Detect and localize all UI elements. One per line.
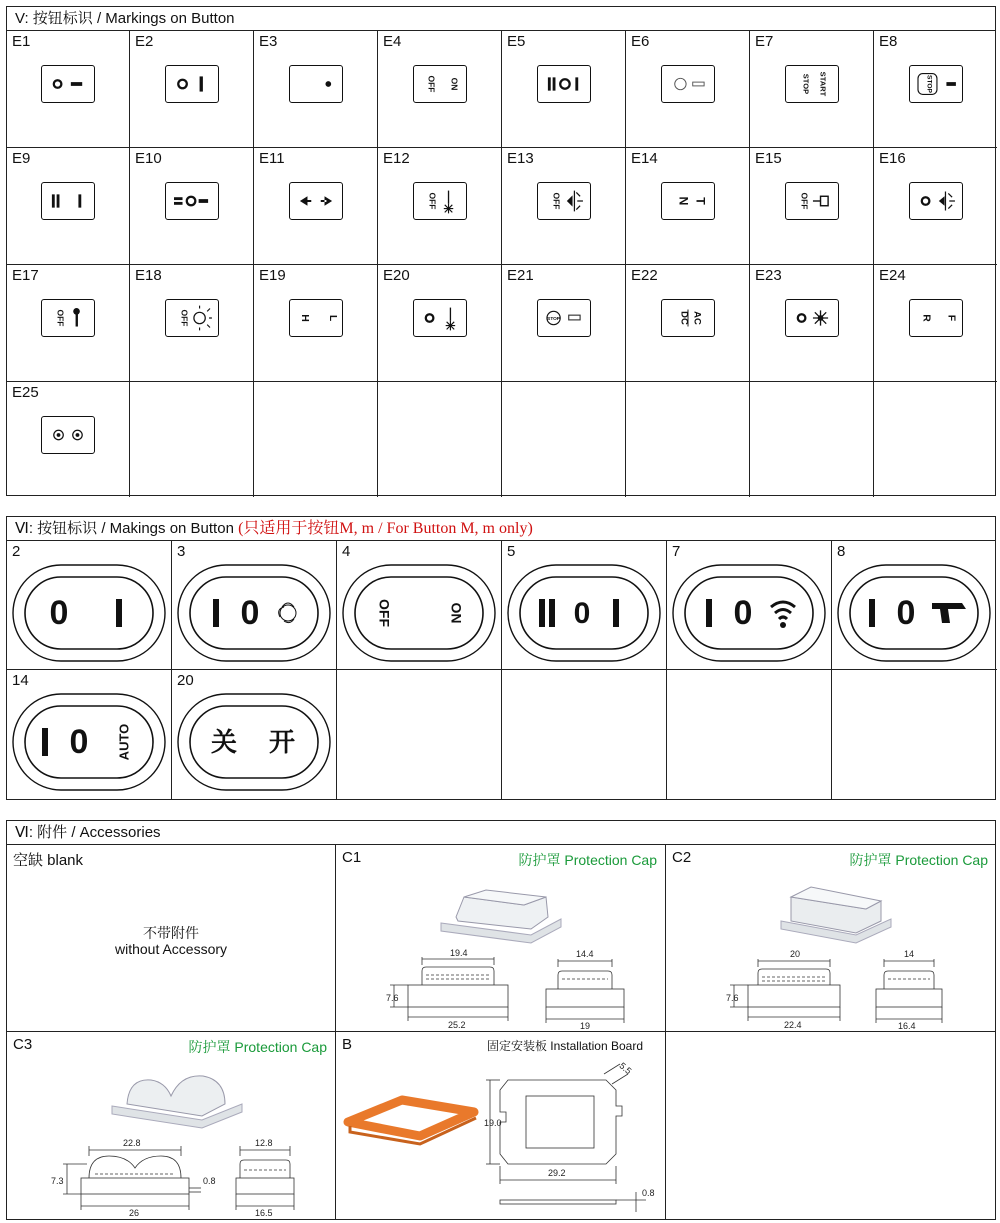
off-bulb-icon <box>165 299 219 337</box>
pill-label: 20 <box>177 672 194 689</box>
svg-text:开: 开 <box>268 726 296 757</box>
c3-dim-b: 7.3 <box>51 1176 64 1186</box>
svg-text:OFF: OFF <box>376 599 393 627</box>
section-vi-title-text: Ⅵ: 按钮标识 / Makings on Button <box>15 520 234 537</box>
c3-dim-e: 12.8 <box>255 1138 273 1148</box>
pill-label: 7 <box>672 543 681 560</box>
c2-dim-b: 7.6 <box>726 993 739 1003</box>
marking-cell-e7 <box>750 31 874 148</box>
marking-label: E1 <box>12 33 31 50</box>
svg-text:STOP: STOP <box>800 73 810 95</box>
marking-cell-e25 <box>7 382 130 497</box>
o-lamp-icon <box>413 299 467 337</box>
acc-c3-cap: 防护罩 Protection Cap <box>188 1039 327 1055</box>
h-l-icon <box>289 299 343 337</box>
pill-cell-4 <box>337 541 502 670</box>
marking-label: E2 <box>135 33 154 50</box>
stop-dash-icon <box>909 65 963 103</box>
marking-label: E23 <box>755 267 782 284</box>
acc-blank-cell <box>7 845 336 1032</box>
svg-text:AUTO: AUTO <box>116 723 132 761</box>
marking-cell-e21 <box>502 265 626 382</box>
marking-cell-e18 <box>130 265 254 382</box>
pill-cell-3 <box>172 541 337 670</box>
svg-text:AC: AC <box>691 311 703 325</box>
svg-text:0: 0 <box>49 593 69 632</box>
marking-cell-e14 <box>626 148 750 265</box>
pill-guan-kai-icon <box>176 692 332 792</box>
marking-label: E4 <box>383 33 402 50</box>
r-f-icon <box>909 299 963 337</box>
marking-cell-e3 <box>254 31 378 148</box>
marking-cell-e13 <box>502 148 626 265</box>
svg-text:ON: ON <box>448 602 465 624</box>
marking-label: E3 <box>259 33 278 50</box>
marking-cell-e1 <box>7 31 130 148</box>
pill-i-0-auto-icon <box>11 692 167 792</box>
marking-cell-e11 <box>254 148 378 265</box>
b-dim-c: 29.2 <box>548 1168 566 1178</box>
o-dash-icon <box>41 65 95 103</box>
thin-o-dash-icon <box>661 65 715 103</box>
marking-cell-e23 <box>750 265 874 382</box>
c2-dim-c: 22.4 <box>784 1020 802 1030</box>
acc-c2-label: C2 <box>672 849 692 866</box>
empty-cell <box>626 382 750 497</box>
empty-cell <box>378 382 502 497</box>
pill-cell-14 <box>7 670 172 799</box>
empty-cell <box>832 670 997 799</box>
svg-text:STOP: STOP <box>924 75 932 93</box>
arrows-icon <box>289 182 343 220</box>
empty-cell <box>750 382 874 497</box>
marking-label: E15 <box>755 150 782 167</box>
empty-cell <box>502 670 667 799</box>
acc-c3-label: C3 <box>13 1036 33 1053</box>
pill-0-1-icon <box>11 563 167 663</box>
acc-empty-cell <box>666 1032 996 1219</box>
svg-text:关: 关 <box>210 726 238 757</box>
pill-i-0-fan-icon <box>176 563 332 663</box>
stop-bar-icon <box>537 299 591 337</box>
empty-cell <box>254 382 378 497</box>
b-board-picture <box>342 1092 482 1152</box>
svg-text:N: N <box>675 196 690 206</box>
section-vi-title <box>7 517 995 541</box>
c1-dimension-drawing <box>386 945 626 1030</box>
acc-blank-line2: without Accessory <box>114 941 228 957</box>
marking-label: E21 <box>507 267 534 284</box>
acc-b-cap: 固定安装板 Installation Board <box>486 1039 643 1053</box>
c2-dim-a: 20 <box>790 949 801 959</box>
pill-i-0-wifi-icon <box>671 563 827 663</box>
marking-label: E5 <box>507 33 526 50</box>
section-markings-vi <box>6 516 996 800</box>
c1-dim-c: 25.2 <box>448 1020 466 1030</box>
acc-blank-label: 空缺 blank <box>13 852 84 869</box>
svg-text:L: L <box>326 314 338 322</box>
marking-label: E20 <box>383 267 410 284</box>
ii-o-i-icon <box>537 65 591 103</box>
stop-start-icon <box>785 65 839 103</box>
pill-label: 5 <box>507 543 516 560</box>
pill-label: 2 <box>12 543 21 560</box>
svg-text:OFF: OFF <box>426 75 437 93</box>
pill-off-on-icon <box>341 563 497 663</box>
svg-text:OFF: OFF <box>799 192 810 210</box>
acc-c1-cap: 防护罩 Protection Cap <box>518 852 657 868</box>
acc-c2-cell <box>666 845 996 1032</box>
marking-cell-e19 <box>254 265 378 382</box>
marking-label: E11 <box>259 150 285 167</box>
c1-cap-picture <box>436 885 566 945</box>
marking-label: E10 <box>135 150 162 167</box>
marking-label: E13 <box>507 150 534 167</box>
c3-dimension-drawing <box>51 1132 311 1217</box>
pill-label: 14 <box>12 672 29 689</box>
marking-label: E18 <box>135 267 162 284</box>
marking-cell-e22 <box>626 265 750 382</box>
acc-b-label: B <box>342 1036 353 1053</box>
svg-text:STOP: STOP <box>546 316 560 322</box>
marking-label: E24 <box>879 267 906 284</box>
marking-label: E19 <box>259 267 286 284</box>
marking-label: E7 <box>755 33 774 50</box>
c2-dim-d: 14 <box>904 949 915 959</box>
svg-text:R: R <box>920 314 932 322</box>
marking-cell-e15 <box>750 148 874 265</box>
off-pin-icon <box>41 299 95 337</box>
o-star-icon <box>785 299 839 337</box>
ii-i-icon <box>41 182 95 220</box>
marking-label: E12 <box>383 150 410 167</box>
marking-cell-e17 <box>7 265 130 382</box>
section-markings-v <box>6 6 996 496</box>
c3-dim-f: 16.5 <box>255 1208 273 1218</box>
marking-label: E6 <box>631 33 650 50</box>
empty-cell <box>130 382 254 497</box>
o-light-icon <box>909 182 963 220</box>
section-accessories <box>6 820 996 1220</box>
svg-text:ON: ON <box>448 77 459 91</box>
acc-c2-cap: 防护罩 Protection Cap <box>849 852 988 868</box>
marking-cell-e12 <box>378 148 502 265</box>
c3-cap-picture <box>107 1068 247 1132</box>
acc-c3-cell <box>7 1032 336 1219</box>
o-i-icon <box>165 65 219 103</box>
b-dim-d: 0.8 <box>642 1188 655 1198</box>
marking-cell-e4 <box>378 31 502 148</box>
marking-label: E8 <box>879 33 898 50</box>
acc-blank-line1: 不带附件 <box>143 925 199 941</box>
svg-text:F: F <box>944 314 956 322</box>
c3-dim-d: 0.8 <box>203 1176 216 1186</box>
accessories-title: Ⅵ: 附件 / Accessories <box>7 821 995 845</box>
section-vi-note: (只适用于按钮M, m / For Button M, m only) <box>238 520 533 537</box>
marking-label: E9 <box>12 150 31 167</box>
marking-cell-e10 <box>130 148 254 265</box>
b-dimension-drawing <box>486 1062 661 1217</box>
svg-text:DC: DC <box>677 311 689 325</box>
marking-label: E14 <box>631 150 658 167</box>
c3-dim-c: 26 <box>129 1208 140 1218</box>
acc-c1-cell <box>336 845 666 1032</box>
marking-cell-e6 <box>626 31 750 148</box>
pill-label: 4 <box>342 543 351 560</box>
svg-text:T: T <box>693 197 708 205</box>
svg-text:0: 0 <box>573 596 591 630</box>
n-t-icon <box>661 182 715 220</box>
marking-label: E17 <box>12 267 39 284</box>
two-circles-icon <box>41 416 95 454</box>
pill-label: 8 <box>837 543 846 560</box>
dot-icon <box>289 65 343 103</box>
pill-cell-5 <box>502 541 667 670</box>
c1-dim-a: 19.4 <box>450 948 468 958</box>
section-v-title: V: 按钮标识 / Markings on Button <box>7 7 995 31</box>
pill-cell-20 <box>172 670 337 799</box>
c2-dimension-drawing <box>726 945 966 1030</box>
c2-cap-picture <box>776 881 896 945</box>
svg-text:OFF: OFF <box>179 309 190 327</box>
svg-text:OFF: OFF <box>551 192 562 210</box>
marking-cell-e24 <box>874 265 997 382</box>
svg-text:0: 0 <box>69 722 89 761</box>
c2-dim-e: 16.4 <box>898 1021 916 1031</box>
svg-text:H: H <box>298 314 310 322</box>
pill-cell-7 <box>667 541 832 670</box>
empty-cell <box>502 382 626 497</box>
c3-dim-a: 22.8 <box>123 1138 141 1148</box>
pill-cell-8 <box>832 541 997 670</box>
pill-label: 3 <box>177 543 186 560</box>
pill-cell-2 <box>7 541 172 670</box>
c1-dim-e: 19 <box>580 1021 591 1031</box>
c1-dim-b: 7.6 <box>386 993 399 1003</box>
eq-o-dash-icon <box>165 182 219 220</box>
marking-cell-e20 <box>378 265 502 382</box>
marking-cell-e8 <box>874 31 997 148</box>
marking-cell-e5 <box>502 31 626 148</box>
empty-cell <box>874 382 997 497</box>
pill-ii-0-i-icon <box>506 563 662 663</box>
off-light-icon <box>537 182 591 220</box>
marking-cell-e9 <box>7 148 130 265</box>
empty-cell <box>667 670 832 799</box>
off-lamp-icon <box>413 182 467 220</box>
svg-text:START: START <box>818 71 828 97</box>
off-on-icon <box>413 65 467 103</box>
marking-cell-e2 <box>130 31 254 148</box>
svg-text:OFF: OFF <box>427 192 438 210</box>
marking-label: E22 <box>631 267 658 284</box>
dc-ac-icon <box>661 299 715 337</box>
marking-label: E25 <box>12 384 39 401</box>
svg-text:0: 0 <box>240 593 260 632</box>
svg-text:0: 0 <box>733 593 753 632</box>
b-dim-b: 19.0 <box>484 1118 502 1128</box>
c1-dim-d: 14.4 <box>576 949 594 959</box>
marking-label: E16 <box>879 150 906 167</box>
empty-cell <box>337 670 502 799</box>
acc-c1-label: C1 <box>342 849 362 866</box>
svg-text:0: 0 <box>896 593 916 632</box>
marking-cell-e16 <box>874 148 997 265</box>
pill-i-0-drill-icon <box>836 563 992 663</box>
b-dim-a: 5.5 <box>617 1060 634 1077</box>
acc-b-cell <box>336 1032 666 1219</box>
off-socket-icon <box>785 182 839 220</box>
svg-text:OFF: OFF <box>55 309 66 327</box>
